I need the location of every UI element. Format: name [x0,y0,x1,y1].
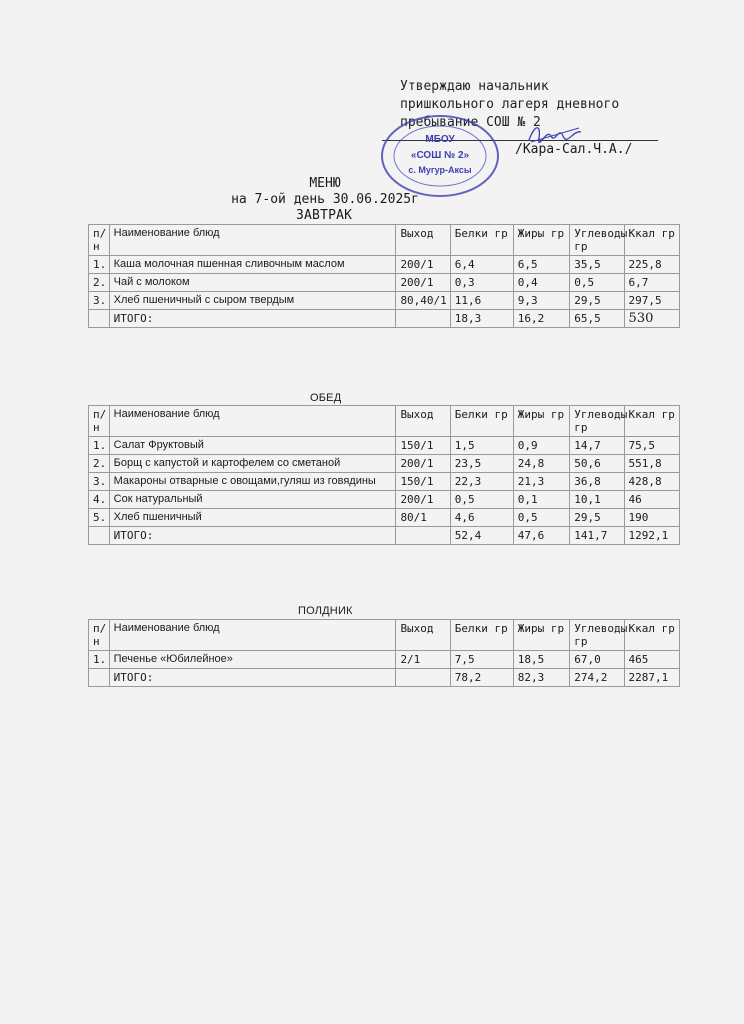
breakfast-row-dish-name: Хлеб пшеничный с сыром твердым [109,292,396,310]
snack-header-row-dish-name: Наименование блюд [109,620,396,651]
lunch-row-dish-name: Хлеб пшеничный [109,509,396,527]
lunch-row-index: 2. [89,455,110,473]
lunch-row-fat: 0,5 [513,509,569,527]
lunch-row-portion: 80/1 [396,509,450,527]
lunch-row-kcal: 46 [624,491,679,509]
approval-line-3: пребывание СОШ № 2 [400,115,541,130]
lunch-row-portion: 150/1 [396,473,450,491]
breakfast-row-dish-name: Каша молочная пшенная сливочным маслом [109,256,396,274]
lunch-row-protein: 4,6 [450,509,513,527]
breakfast-row [89,274,680,292]
approval-line-2: пришкольного лагеря дневного [400,97,620,112]
lunch-row-index: 5. [89,509,110,527]
breakfast-row-portion: 200/1 [396,274,450,292]
snack-row-dish-name: Печенье «Юбилейное» [109,651,396,669]
lunch-row-carbs: 14,7 [570,437,624,455]
lunch-row-index: 4. [89,491,110,509]
breakfast-row-kcal: 6,7 [624,274,679,292]
breakfast-total-row-portion [396,310,450,328]
lunch-row [89,491,680,509]
lunch-header-row [89,406,680,437]
breakfast-row-protein: 11,6 [450,292,513,310]
menu-header [230,176,420,208]
snack-total-row-kcal: 2287,1 [624,669,679,687]
snack-row [89,651,680,669]
lunch-row-fat: 24,8 [513,455,569,473]
snack-header-row-fat: Жиры гр [513,620,569,651]
stamp-text-1: МБОУ [425,134,455,145]
breakfast-header-row-kcal: Ккал гр [624,225,679,256]
snack-row-index: 1. [89,651,110,669]
snack-title: ПОЛДНИК [298,605,353,617]
breakfast-row-carbs: 0,5 [570,274,624,292]
snack-header-row [89,620,680,651]
lunch-header-row-carbs: Углеводы гр [570,406,624,437]
lunch-row [89,437,680,455]
lunch-row-kcal: 428,8 [624,473,679,491]
snack-header-row-index: п/н [89,620,110,651]
breakfast-row-kcal: 297,5 [624,292,679,310]
breakfast-total-row-protein: 18,3 [450,310,513,328]
stamp-text-2: «СОШ № 2» [410,150,470,161]
lunch-row-dish-name: Макароны отварные с овощами,гуляш из говядины [109,473,396,491]
lunch-row-protein: 22,3 [450,473,513,491]
breakfast-header-row-protein: Белки гр [450,225,513,256]
lunch-header-row-protein: Белки гр [450,406,513,437]
breakfast-row-index: 1. [89,256,110,274]
lunch-row-portion: 200/1 [396,455,450,473]
lunch-row-kcal: 190 [624,509,679,527]
lunch-header-row-kcal: Ккал гр [624,406,679,437]
snack-total-row-dish-name: ИТОГО: [109,669,396,687]
lunch-row-kcal: 75,5 [624,437,679,455]
breakfast-row-fat: 0,4 [513,274,569,292]
breakfast-row-index: 3. [89,292,110,310]
lunch-row-carbs: 36,8 [570,473,624,491]
lunch-row-kcal: 551,8 [624,455,679,473]
breakfast-row [89,292,680,310]
snack-row-kcal: 465 [624,651,679,669]
lunch-table [88,405,680,545]
snack-total-row [89,669,680,687]
breakfast-title: ЗАВТРАК [296,208,353,223]
breakfast-row-carbs: 29,5 [570,292,624,310]
breakfast-total-row-kcal: 530 [624,310,679,328]
snack-table [88,619,680,687]
breakfast-total-row-carbs: 65,5 [570,310,624,328]
snack-total-row-index [89,669,110,687]
lunch-total-row-protein: 52,4 [450,527,513,545]
breakfast-header-row-dish-name: Наименование блюд [109,225,396,256]
snack-row-portion: 2/1 [396,651,450,669]
menu-title: МЕНЮ [309,176,341,191]
breakfast-row-protein: 6,4 [450,256,513,274]
lunch-total-row-kcal: 1292,1 [624,527,679,545]
snack-row-carbs: 67,0 [570,651,624,669]
breakfast-row-kcal: 225,8 [624,256,679,274]
lunch-row-index: 3. [89,473,110,491]
breakfast-row-protein: 0,3 [450,274,513,292]
lunch-header-row-portion: Выход [396,406,450,437]
snack-header-row-carbs: Углеводы гр [570,620,624,651]
lunch-row-carbs: 29,5 [570,509,624,527]
lunch-header-row-index: п/н [89,406,110,437]
breakfast-row-portion: 80,40/1 [396,292,450,310]
snack-total-row-carbs: 274,2 [570,669,624,687]
signatory-name: /Кара-Сал.Ч.А./ [515,142,633,157]
breakfast-row-carbs: 35,5 [570,256,624,274]
signature-scribble [525,118,585,148]
breakfast-total-row-dish-name: ИТОГО: [109,310,396,328]
stamp-text-3: с. Мугур-Аксы [408,165,472,175]
snack-header-row-portion: Выход [396,620,450,651]
breakfast-total-row-fat: 16,2 [513,310,569,328]
lunch-title: ОБЕД [310,392,342,404]
lunch-header-row-dish-name: Наименование блюд [109,406,396,437]
lunch-row-protein: 23,5 [450,455,513,473]
lunch-row-dish-name: Борщ с капустой и картофелем со сметаной [109,455,396,473]
menu-subtitle: на 7-ой день 30.06.2025г [231,192,419,207]
lunch-row-index: 1. [89,437,110,455]
approval-line-1: Утверждаю начальник [400,79,549,94]
lunch-row-dish-name: Салат Фруктовый [109,437,396,455]
breakfast-row-fat: 6,5 [513,256,569,274]
lunch-row [89,473,680,491]
breakfast-row-dish-name: Чай с молоком [109,274,396,292]
snack-row-fat: 18,5 [513,651,569,669]
lunch-total-row [89,527,680,545]
snack-header-row-kcal: Ккал гр [624,620,679,651]
breakfast-total-row [89,310,680,328]
lunch-row-fat: 21,3 [513,473,569,491]
lunch-header-row-fat: Жиры гр [513,406,569,437]
breakfast-row-portion: 200/1 [396,256,450,274]
breakfast-total-row-index [89,310,110,328]
breakfast-header-row-fat: Жиры гр [513,225,569,256]
lunch-row [89,509,680,527]
lunch-total-row-index [89,527,110,545]
lunch-row-fat: 0,1 [513,491,569,509]
lunch-row-carbs: 50,6 [570,455,624,473]
lunch-row [89,455,680,473]
breakfast-row-fat: 9,3 [513,292,569,310]
lunch-total-row-dish-name: ИТОГО: [109,527,396,545]
lunch-row-portion: 150/1 [396,437,450,455]
lunch-row-protein: 1,5 [450,437,513,455]
lunch-row-carbs: 10,1 [570,491,624,509]
breakfast-row-index: 2. [89,274,110,292]
lunch-total-row-portion [396,527,450,545]
breakfast-header-row-carbs: Углеводы гр [570,225,624,256]
lunch-total-row-carbs: 141,7 [570,527,624,545]
breakfast-table [88,224,680,328]
breakfast-header-row-portion: Выход [396,225,450,256]
lunch-row-portion: 200/1 [396,491,450,509]
lunch-row-fat: 0,9 [513,437,569,455]
breakfast-header-row [89,225,680,256]
breakfast-row [89,256,680,274]
snack-total-row-fat: 82,3 [513,669,569,687]
breakfast-header-row-index: п/н [89,225,110,256]
snack-total-row-protein: 78,2 [450,669,513,687]
lunch-row-protein: 0,5 [450,491,513,509]
snack-row-protein: 7,5 [450,651,513,669]
lunch-total-row-fat: 47,6 [513,527,569,545]
lunch-row-dish-name: Сок натуральный [109,491,396,509]
snack-header-row-protein: Белки гр [450,620,513,651]
snack-total-row-portion [396,669,450,687]
